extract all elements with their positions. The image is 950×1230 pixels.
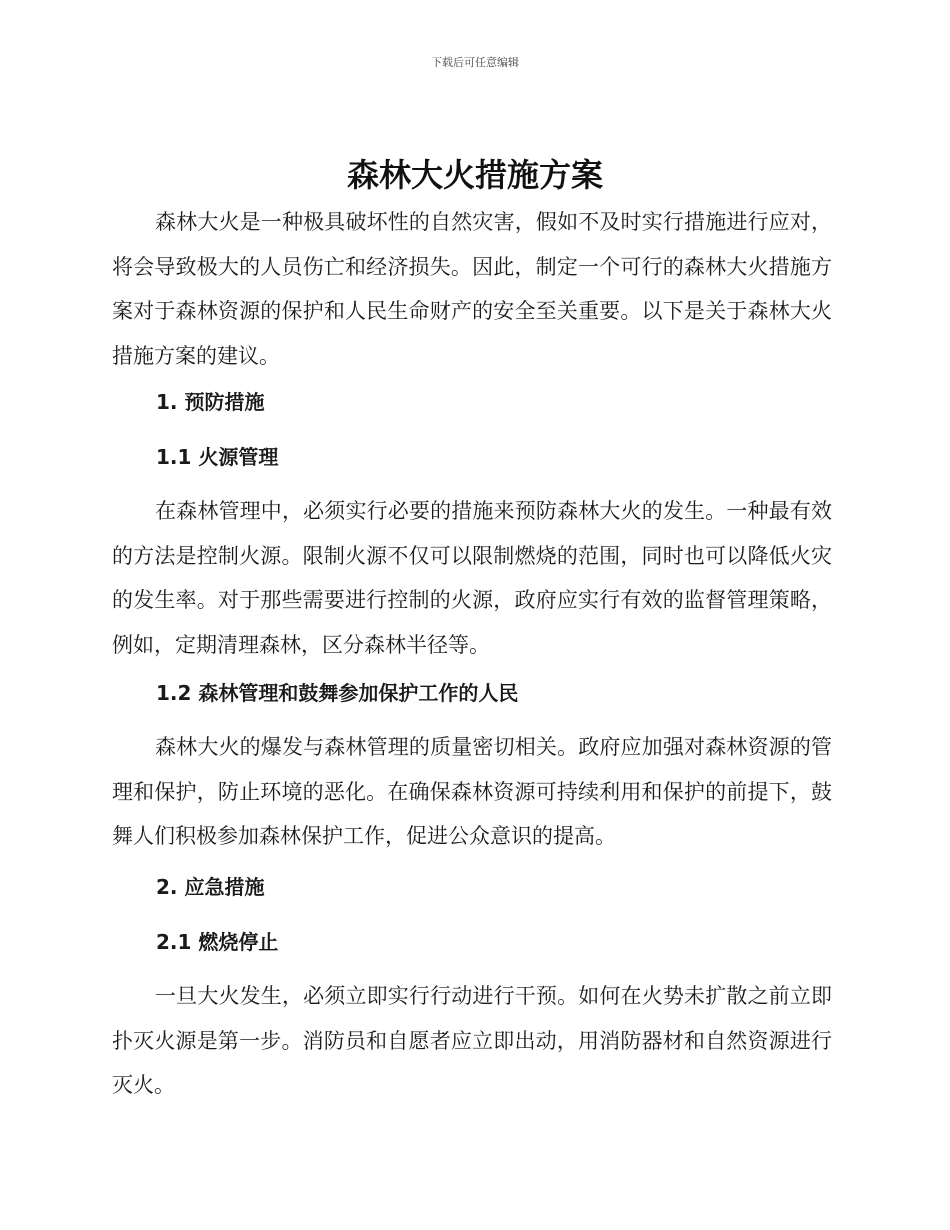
section-1-heading: 1. 预防措施 (156, 390, 265, 414)
section-1-1-heading: 1.1 火源管理 (156, 445, 279, 469)
section-1-2-paragraph: 森林大火的爆发与森林管理的质量密切相关。政府应加强对森林资源的管理和保护，防止环境的恶化。在确保森林资源可持续利用和保护的前提下，鼓舞人们积极参加森林保护工作，促进公众意识的提高。 (112, 735, 832, 848)
section-2-1-paragraph: 一旦大火发生，必须立即实行行动进行干预。如何在火势未扩散之前立即扑灭火源是第一步。消防员和自愿者应立即出动，用消防器材和自然资源进行灭火。 (112, 984, 832, 1097)
section-1-2-heading: 1.2 森林管理和鼓舞参加保护工作的人民 (156, 681, 519, 705)
section-1-1-paragraph: 在森林管理中，必须实行必要的措施来预防森林大火的发生。一种最有效的方法是控制火源。限制火源不仅可以限制燃烧的范围，同时也可以降低火灾的发生率。对于那些需要进行控制的火源，政府应实行有效的监督管理策略，例如，定期清理森林，区分森林半径等。 (112, 499, 832, 657)
section-2-1-heading: 2.1 燃烧停止 (156, 930, 279, 954)
section-2-heading: 2. 应急措施 (156, 875, 265, 899)
header-note: 下载后可任意编辑 (431, 56, 519, 69)
document-title: 森林大火措施方案 (346, 156, 603, 194)
intro-paragraph: 森林大火是一种极具破坏性的自然灾害，假如不及时实行措施进行应对，将会导致极大的人员伤亡和经济损失。因此，制定一个可行的森林大火措施方案对于森林资源的保护和人民生命财产的安全至关重要。以下是关于森林大火措施方案的建议。 (112, 210, 832, 368)
